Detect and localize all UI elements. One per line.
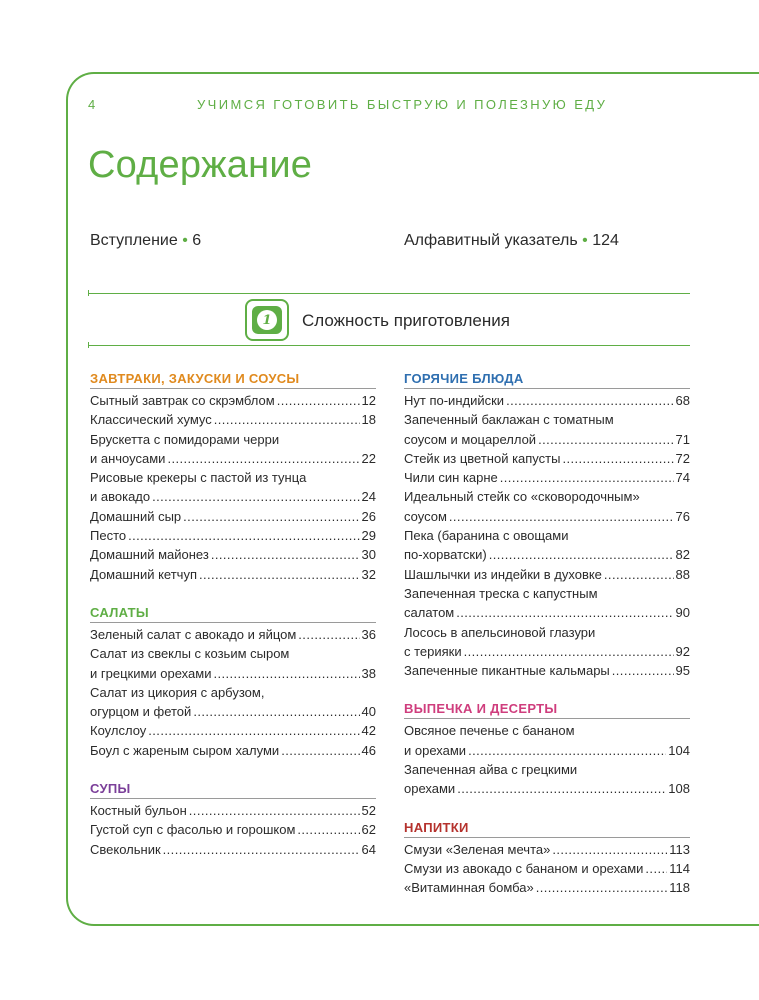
dot-leader — [214, 410, 360, 429]
bullet-dot-icon: • — [582, 232, 588, 249]
entry-title-line: Овсяное печенье с бананом — [404, 723, 575, 739]
entry-page-number: 52 — [361, 803, 376, 819]
dot-leader — [213, 664, 359, 683]
entry-title-line: Лосось в апельсиновой глазури — [404, 624, 596, 640]
intro-link[interactable] — [90, 232, 201, 250]
entry-last-line — [90, 625, 376, 644]
toc-section — [404, 819, 690, 898]
dot-leader — [645, 859, 667, 878]
entry-last-line — [404, 565, 690, 584]
divider-top — [88, 293, 690, 294]
entry-last-line — [404, 840, 690, 859]
dot-leader — [604, 565, 674, 584]
dot-leader — [506, 391, 673, 410]
toc-entry[interactable] — [404, 661, 690, 680]
entry-last-line — [90, 840, 376, 859]
entry-title-line: Запеченный баклажан с томатным — [404, 412, 614, 428]
entry-page-number: 22 — [361, 450, 376, 466]
entry-title-line: Домашний сыр — [90, 508, 182, 524]
dot-leader — [500, 468, 674, 487]
dot-leader — [456, 603, 673, 622]
toc-column-right — [404, 369, 690, 918]
toc-entry[interactable] — [90, 526, 376, 545]
section-rule — [404, 388, 690, 389]
entry-page-number: 46 — [361, 742, 376, 758]
entry-page-number: 95 — [675, 663, 690, 679]
section-title: ГОРЯЧИЕ БЛЮДА — [404, 371, 524, 386]
toc-entry[interactable] — [90, 545, 376, 564]
entry-page-number: 82 — [675, 547, 690, 563]
entry-page-number: 38 — [361, 665, 376, 681]
dot-leader — [199, 565, 360, 584]
entry-title-line: огурцом и фетой — [90, 704, 192, 720]
entry-last-line — [90, 801, 376, 820]
entry-title-line: Запеченные пикантные кальмары — [404, 663, 610, 679]
entry-page-number: 30 — [361, 547, 376, 563]
entry-last-line — [404, 642, 690, 661]
entry-title-line: Идеальный стейк со «сковородочным» — [404, 489, 640, 505]
entry-title-line: соусом и моцареллой — [404, 431, 537, 447]
dot-leader — [297, 820, 359, 839]
entry-title-line: Запеченная айва с грецкими — [404, 762, 578, 778]
entry-page-number: 36 — [361, 626, 376, 642]
difficulty-badge — [245, 299, 289, 341]
entry-last-line — [404, 545, 690, 564]
entry-page-number: 24 — [361, 489, 376, 505]
entry-last-line — [404, 859, 690, 878]
difficulty-label: Сложность приготовления — [302, 311, 510, 330]
dot-leader — [163, 840, 360, 859]
toc-entry[interactable] — [404, 468, 690, 487]
entry-last-line — [90, 721, 376, 740]
toc-entry[interactable] — [404, 410, 690, 449]
entry-last-line — [404, 468, 690, 487]
entry-title-line: и грецкими орехами — [90, 665, 212, 681]
entry-page-number: 18 — [361, 412, 376, 428]
entry-last-line — [90, 487, 376, 506]
dot-leader — [152, 487, 359, 506]
dot-leader — [183, 507, 359, 526]
entry-title-line: и авокадо — [90, 489, 151, 505]
entry-title-line: Рисовые крекеры с пастой из тунца — [90, 470, 307, 486]
dot-leader — [562, 449, 673, 468]
dot-leader — [211, 545, 360, 564]
entry-title-line: Сытный завтрак со скрэмблом — [90, 393, 275, 408]
entry-title-line: Салат из цикория с арбузом, — [90, 684, 265, 700]
entry-page-number: 113 — [669, 841, 690, 857]
entry-page-number: 26 — [361, 508, 376, 524]
divider-bottom — [88, 345, 690, 346]
entry-page-number: 72 — [675, 450, 690, 466]
entry-last-line — [90, 664, 376, 683]
entry-page-number: 64 — [361, 841, 376, 857]
dot-leader — [536, 878, 668, 897]
entry-title-line: Запеченная треска с капустным — [404, 585, 598, 601]
section-title: САЛАТЫ — [90, 604, 149, 620]
entry-last-line — [90, 820, 376, 839]
toc-entry[interactable] — [404, 859, 690, 878]
entry-title-line: Коулслоу — [90, 723, 147, 739]
entry-last-line — [90, 545, 376, 564]
entry-page-number: 104 — [668, 742, 690, 758]
dot-leader — [464, 642, 674, 661]
dot-leader — [193, 702, 359, 721]
entry-title-line: с терияки — [404, 643, 462, 659]
entry-last-line — [90, 741, 376, 760]
entry-title-line: «Витаминная бомба» — [404, 880, 534, 896]
dot-leader — [148, 721, 359, 740]
toc-entry[interactable] — [404, 760, 690, 799]
toc-section — [404, 700, 690, 798]
intro-label: Вступление — [90, 232, 178, 249]
entry-last-line — [90, 702, 376, 721]
bullet-dot-icon: • — [182, 232, 188, 249]
entry-page-number: 92 — [675, 643, 690, 659]
entry-title-line: и анчоусами — [90, 450, 166, 466]
entry-last-line — [90, 507, 376, 526]
entry-page-number: 71 — [675, 431, 690, 447]
toc-entry[interactable] — [90, 820, 376, 839]
entry-last-line — [404, 449, 690, 468]
dot-leader — [189, 801, 360, 820]
entry-title-line: по-хорватски) — [404, 547, 487, 563]
entry-title-line: Смузи из авокадо с бананом и орехами — [404, 860, 644, 876]
section-title: ЗАВТРАКИ, ЗАКУСКИ И СОУСЫ — [90, 371, 300, 386]
entry-title-line: салатом — [404, 605, 455, 621]
running-title: УЧИМСЯ ГОТОВИТЬ БЫСТРУЮ И ПОЛЕЗНУЮ ЕДУ — [197, 97, 608, 112]
dot-leader — [552, 840, 667, 859]
entry-title-line: Свекольник — [90, 841, 161, 857]
toc-entry[interactable] — [404, 565, 690, 584]
entry-title-line: Стейк из цветной капусты — [404, 450, 561, 466]
entry-last-line — [90, 565, 376, 584]
entry-last-line — [90, 410, 376, 429]
entry-last-line — [90, 449, 376, 468]
toc-section — [90, 370, 376, 584]
intro-page: 6 — [192, 232, 202, 249]
entry-page-number: 90 — [675, 605, 690, 621]
entry-last-line — [404, 661, 690, 680]
toc-entry[interactable] — [90, 565, 376, 584]
toc-entry[interactable] — [404, 487, 690, 526]
entry-page-number: 29 — [361, 528, 376, 544]
toc-entry[interactable] — [90, 840, 376, 859]
entry-page-number: 68 — [675, 393, 690, 408]
entry-page-number: 62 — [361, 822, 376, 838]
dot-leader — [281, 741, 359, 760]
dot-leader — [489, 545, 674, 564]
entry-page-number: 114 — [669, 860, 690, 876]
index-link[interactable] — [404, 232, 619, 250]
page-number: 4 — [88, 97, 96, 112]
entry-last-line — [90, 391, 376, 410]
entry-last-line — [404, 507, 690, 526]
toc-entry[interactable] — [404, 449, 690, 468]
difficulty-icon — [252, 306, 282, 334]
section-title: ВЫПЕЧКА И ДЕСЕРТЫ — [404, 701, 558, 717]
entry-last-line — [404, 391, 690, 410]
toc-entry[interactable] — [90, 625, 376, 644]
dot-leader — [167, 449, 359, 468]
entry-title-line: Салат из свеклы с козьим сыром — [90, 646, 290, 662]
entry-title-line: Зеленый салат с авокадо и яйцом — [90, 626, 297, 642]
entry-last-line — [404, 430, 690, 449]
section-title: СУПЫ — [90, 781, 131, 797]
toc-entry[interactable] — [90, 391, 376, 410]
toc-entry[interactable] — [90, 410, 376, 429]
entry-page-number: 88 — [675, 566, 690, 582]
toc-section — [90, 780, 376, 859]
entry-title-line: и орехами — [404, 742, 467, 758]
section-title: НАПИТКИ — [404, 819, 469, 835]
toc-entry[interactable] — [90, 430, 376, 469]
entry-title-line: Песто — [90, 528, 127, 544]
toc-entry[interactable] — [404, 623, 690, 662]
dot-leader — [612, 661, 674, 680]
toc-entry[interactable] — [90, 801, 376, 820]
entry-last-line — [404, 878, 690, 897]
toc-entry[interactable] — [90, 741, 376, 760]
entry-page-number: 32 — [361, 566, 376, 582]
section-rule — [404, 837, 690, 838]
toc-column-left — [90, 369, 376, 879]
entry-title-line: орехами — [404, 781, 456, 797]
toc-entry[interactable] — [404, 721, 690, 760]
toc-entry[interactable] — [90, 721, 376, 740]
entry-last-line — [404, 603, 690, 622]
entry-title-line: Смузи «Зеленая мечта» — [404, 841, 551, 857]
entry-last-line — [404, 741, 690, 760]
entry-page-number: 118 — [669, 880, 690, 896]
entry-title-line: Шашлычки из индейки в духовке — [404, 566, 602, 582]
toc-entry[interactable] — [90, 507, 376, 526]
entry-page-number: 12 — [361, 393, 376, 408]
entry-page-number: 42 — [361, 723, 376, 739]
page-title: Содержание — [88, 144, 313, 186]
entry-title-line: Брускетта с помидорами черри — [90, 431, 280, 447]
toc-entry[interactable] — [90, 468, 376, 507]
section-rule — [90, 622, 376, 623]
entry-title-line: Нут по-индийски — [404, 393, 505, 408]
toc-entry[interactable] — [404, 526, 690, 565]
entry-title-line: Домашний кетчуп — [90, 566, 197, 582]
dot-leader — [298, 625, 359, 644]
entry-title-line: Классический хумус — [90, 412, 212, 428]
dot-leader — [538, 430, 673, 449]
entry-title-line: Костный бульон — [90, 803, 187, 819]
toc-section — [90, 604, 376, 760]
index-label: Алфавитный указатель — [404, 232, 578, 249]
section-rule — [90, 798, 376, 799]
entry-title-line: Домашний майонез — [90, 547, 209, 563]
entry-page-number: 76 — [675, 508, 690, 524]
entry-title-line: Боул с жареным сыром халуми — [90, 742, 280, 758]
dot-leader — [277, 391, 360, 410]
entry-title-line: Густой суп с фасолью и горошком — [90, 822, 296, 838]
entry-last-line — [90, 526, 376, 545]
entry-title-line: Пека (баранина с овощами — [404, 528, 569, 544]
entry-title-line: Чили син карне — [404, 470, 498, 486]
toc-entry[interactable] — [90, 644, 376, 683]
section-rule — [90, 388, 376, 389]
toc-section — [404, 370, 690, 680]
toc-entry[interactable] — [404, 840, 690, 859]
section-rule — [404, 718, 690, 719]
index-page: 124 — [592, 232, 619, 249]
entry-page-number: 108 — [668, 781, 690, 797]
dot-leader — [468, 741, 666, 760]
dot-leader — [457, 779, 666, 798]
toc-entry[interactable] — [404, 584, 690, 623]
entry-page-number: 40 — [361, 704, 376, 720]
entry-page-number: 74 — [675, 470, 690, 486]
dot-leader — [128, 526, 359, 545]
toc-entry[interactable] — [90, 683, 376, 722]
entry-last-line — [404, 779, 690, 798]
toc-entry[interactable] — [404, 878, 690, 897]
entry-title-line: соусом — [404, 508, 447, 524]
difficulty-level: 1 — [257, 310, 277, 330]
toc-entry[interactable] — [404, 391, 690, 410]
dot-leader — [449, 507, 674, 526]
